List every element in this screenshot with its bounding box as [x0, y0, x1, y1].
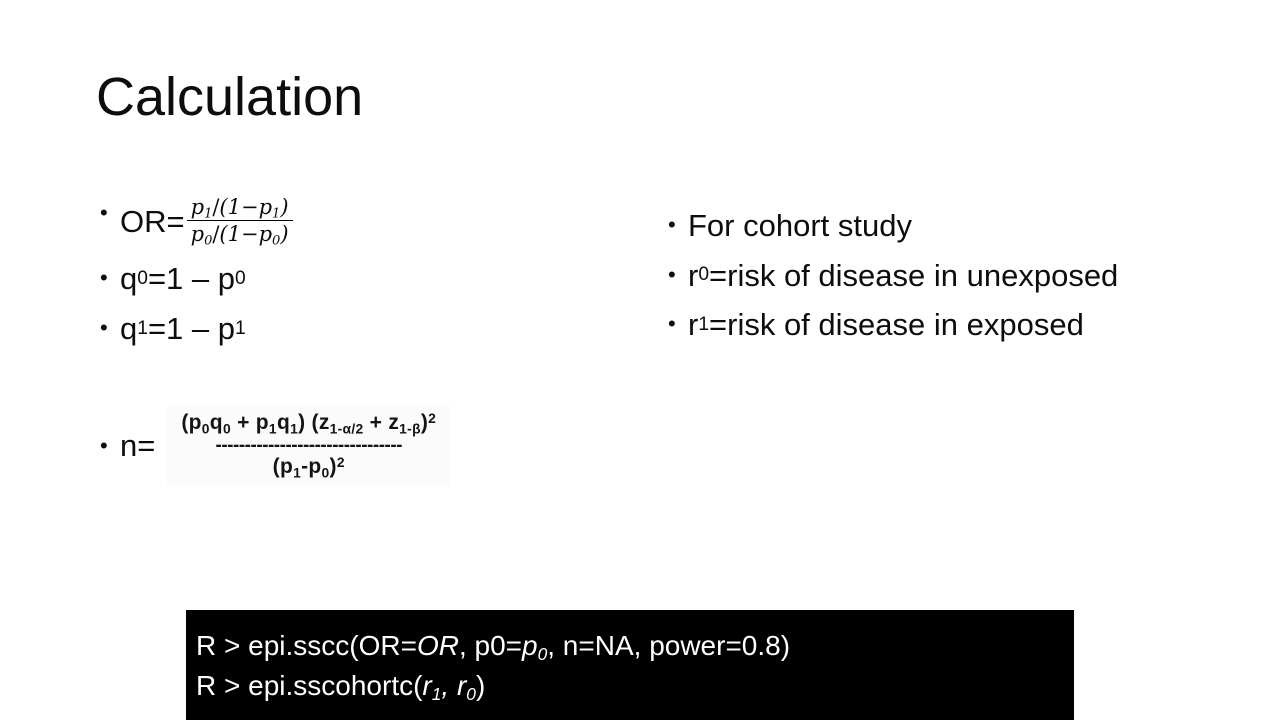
sample-size-formula-image	[167, 405, 450, 488]
q0-definition: q 0 =1 – p 0	[120, 261, 246, 297]
bullet-dot-icon: •	[668, 311, 676, 337]
or-label: OR=	[120, 203, 185, 239]
bullet-dot-icon: •	[668, 212, 676, 237]
code-line-sscohortc: $R > epi.sscohortc(r_1$, $r_0$)	[196, 669, 486, 704]
code-line-sscc: R > epi.sscc(OR=OR, $p0=p_0$, n=NA, power=0.8)	[196, 630, 791, 664]
bullet-dot-icon: •	[100, 265, 108, 291]
or-definition	[120, 196, 293, 247]
code-banner	[186, 610, 1074, 720]
bullet-dot-icon: •	[100, 314, 108, 340]
list-item-sample-size-formula	[100, 405, 620, 488]
right-bullet-list	[668, 208, 1228, 357]
list-item-r0-definition	[668, 258, 1228, 294]
cohort-study-label: For cohort study	[688, 208, 912, 243]
r0-definition: r 0 =risk of disease in unexposed	[688, 257, 1119, 293]
list-item-r1-definition	[668, 307, 1228, 343]
or-fraction	[187, 195, 293, 249]
page-title: Calculation	[96, 67, 364, 127]
q1-definition: q 1 =1 – p 1	[120, 310, 246, 346]
left-bullet-list	[100, 196, 620, 501]
bullet-dot-icon: •	[100, 433, 108, 459]
list-item-q0-definition	[100, 261, 620, 297]
or-fraction-denominator: $p_0/(1-p_0)$	[187, 220, 293, 246]
list-item-q1-definition	[100, 311, 620, 347]
sample-size-label: n=	[120, 428, 156, 464]
sample-size-numerator: $(p_0q_0 + p_1q_1) (z_{1-\alpha/2} + z_{1-\beta})^2$	[181, 409, 437, 436]
bullet-dot-icon: •	[100, 200, 108, 225]
list-item-or-definition	[100, 196, 620, 247]
list-item-cohort-study-label	[668, 208, 1228, 244]
bullet-dot-icon: •	[668, 261, 676, 287]
r1-definition: r 1 =risk of disease in exposed	[688, 307, 1084, 343]
sample-size-denominator: $(p_1-p_0)^2$	[272, 454, 345, 481]
or-fraction-numerator: $p_1/(1-p_1)$	[190, 195, 289, 222]
sample-size-fraction-rule: --------------------------------	[215, 434, 402, 456]
